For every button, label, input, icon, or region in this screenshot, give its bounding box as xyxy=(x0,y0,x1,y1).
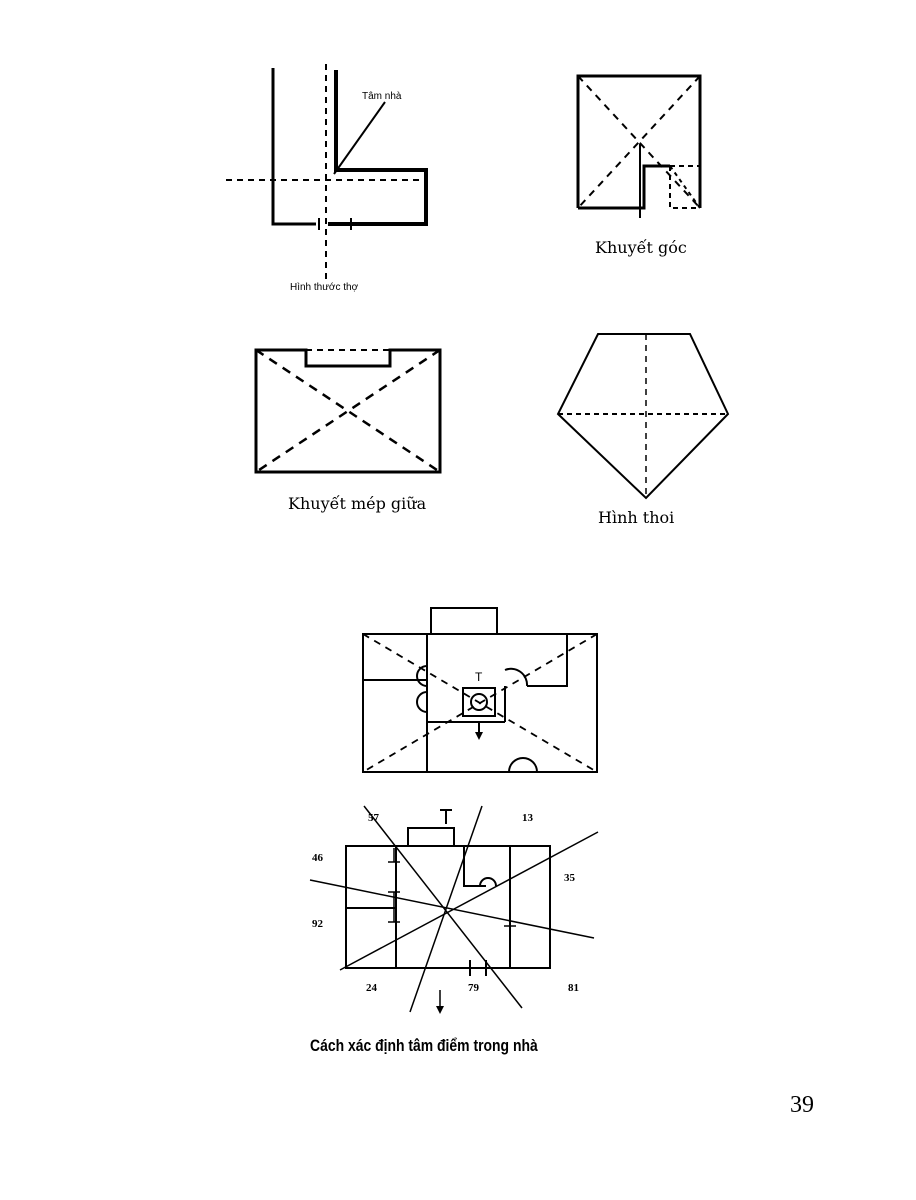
direction-label-79: 79 xyxy=(468,982,479,994)
direction-label-24: 24 xyxy=(366,982,377,994)
missing-corner-caption: Khuyết góc xyxy=(595,238,687,257)
direction-label-57: 57 xyxy=(368,812,379,824)
direction-label-92: 92 xyxy=(312,918,323,930)
page-number: 39 xyxy=(790,1092,814,1118)
rhombus-figure xyxy=(550,326,740,506)
l-shape-caption: Hình thước thợ xyxy=(290,282,359,293)
direction-label-46: 46 xyxy=(312,852,323,864)
floor-plan-marker: T xyxy=(475,670,483,684)
center-label: Tâm nhà xyxy=(362,91,402,102)
direction-plan-figure xyxy=(300,800,610,1020)
direction-label-13: 13 xyxy=(522,812,533,824)
direction-label-35: 35 xyxy=(564,872,575,884)
missing-edge-caption: Khuyết mép giữa xyxy=(288,494,427,513)
direction-plan-caption: Cách xác định tâm điểm trong nhà xyxy=(310,1036,538,1055)
rhombus-caption: Hình thoi xyxy=(598,508,675,527)
floor-plan-figure xyxy=(355,600,605,780)
missing-corner-figure xyxy=(570,68,710,218)
direction-label-81: 81 xyxy=(568,982,579,994)
missing-edge-figure xyxy=(250,342,450,482)
l-shape-figure xyxy=(220,60,440,240)
